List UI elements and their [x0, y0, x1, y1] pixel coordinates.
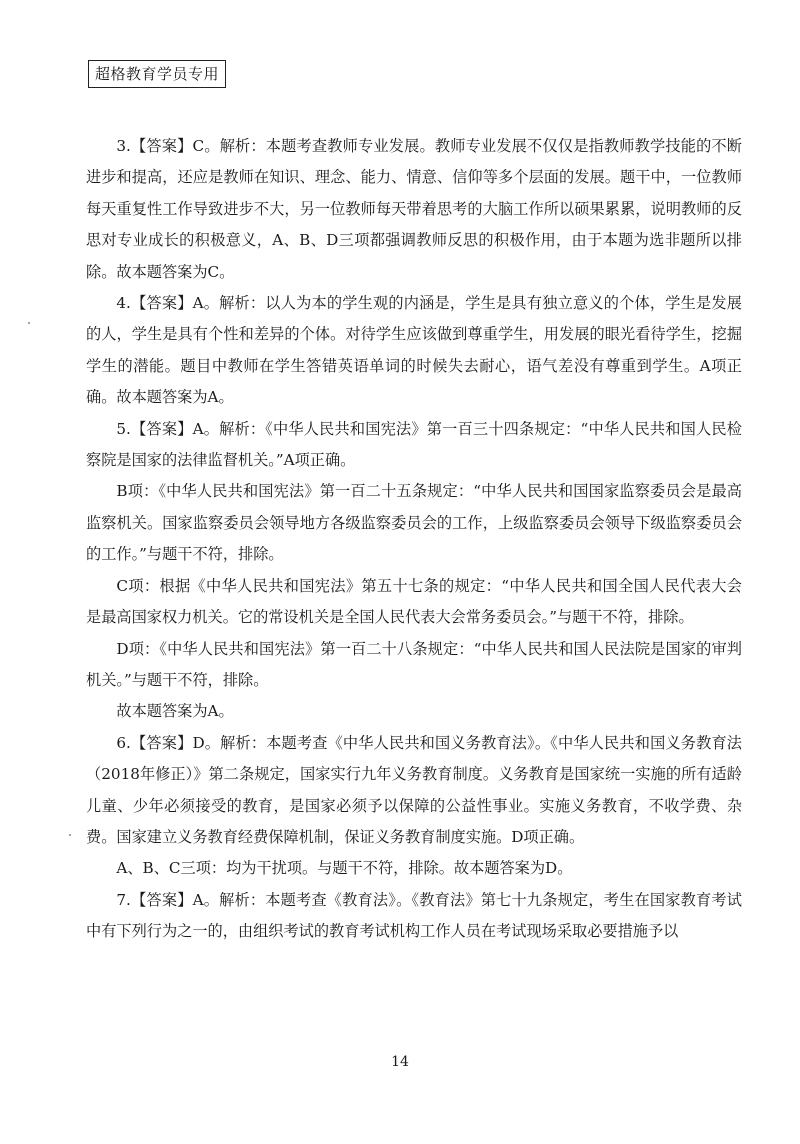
paragraph-q5-option-d: D项：《中华人民共和国宪法》第一百二十八条规定：“中华人民共和国人民法院是国家的审判机关。”与题干不符，排除。 — [86, 639, 742, 689]
paragraph-q6: 6.【答案】D。解析：本题考查《中华人民共和国义务教育法》。《中华人民共和国义务教育法（2018年修正）》第二条规定，国家实行九年义务教育制度。义务教育是国家统一实施的所有适龄儿童、少年必须接受的教育，是国家必须予以保障的公益性事业。实施义务教育，不收学费、杂费。国家建立义务教育经费保障机制，保证义务教育制度实施。D项正确。 — [86, 733, 742, 846]
header-label-box: 超格教育学员专用 — [88, 60, 226, 88]
paragraph-q5-option-b: B项：《中华人民共和国宪法》第一百二十五条规定：“中华人民共和国国家监察委员会是最高监察机关。国家监察委员会领导地方各级监察委员会的工作，上级监察委员会领导下级监察委员会的工作。”与题干不符，排除。 — [86, 482, 742, 564]
paragraph-q6-options-abc: A、B、C三项：均为干扰项。与题干不符，排除。故本题答案为D。 — [116, 859, 573, 878]
paragraph-q3: 3.【答案】C。解析：本题考查教师专业发展。教师专业发展不仅仅是指教师教学技能的不断进步和提高，还应是教师在知识、理念、能力、情意、信仰等多个层面的发展。题干中，一位教师每天重复性工作导致进步不大，另一位教师每天带着思考的大脑工作所以硕果累累，说明教师的反思对专业成长的积极意义，A、B、D三项都强调教师反思的积极作用，由于本题为选非题所以排除。故本题答案为C。 — [86, 137, 742, 281]
paragraph-q4: 4.【答案】A。解析：以人为本的学生观的内涵是，学生是具有独立意义的个体，学生是发展的人，学生是具有个性和差异的个体。对待学生应该做到尊重学生，用发展的眼光看待学生，挖掘学生的潜能。题目中教师在学生答错英语单词的时候失去耐心，语气差没有尊重到学生。A项正确。故本题答案为A。 — [86, 294, 742, 407]
scan-speck — [69, 834, 71, 836]
paragraph-q5-conclusion: 故本题答案为A。 — [116, 702, 234, 721]
paragraph-q5-option-c: C项：根据《中华人民共和国宪法》第五十七条的规定：“中华人民共和国全国人民代表大会是最高国家权力机关。它的常设机关是全国人民代表大会常务委员会。”与题干不符，排除。 — [86, 576, 742, 627]
paragraph-q5: 5.【答案】A。解析：《中华人民共和国宪法》第一百三十四条规定：“中华人民共和国人民检察院是国家的法律监督机关。”A项正确。 — [86, 419, 742, 470]
paragraph-q7: 7.【答案】A。解析：本题考查《教育法》。《教育法》第七十九条规定，考生在国家教育考试中有下列行为之一的，由组织考试的教育考试机构工作人员在考试现场采取必要措施予以 — [86, 890, 742, 941]
page-number: 14 — [391, 1054, 409, 1070]
document-body — [86, 131, 742, 948]
scan-speck — [28, 322, 30, 324]
